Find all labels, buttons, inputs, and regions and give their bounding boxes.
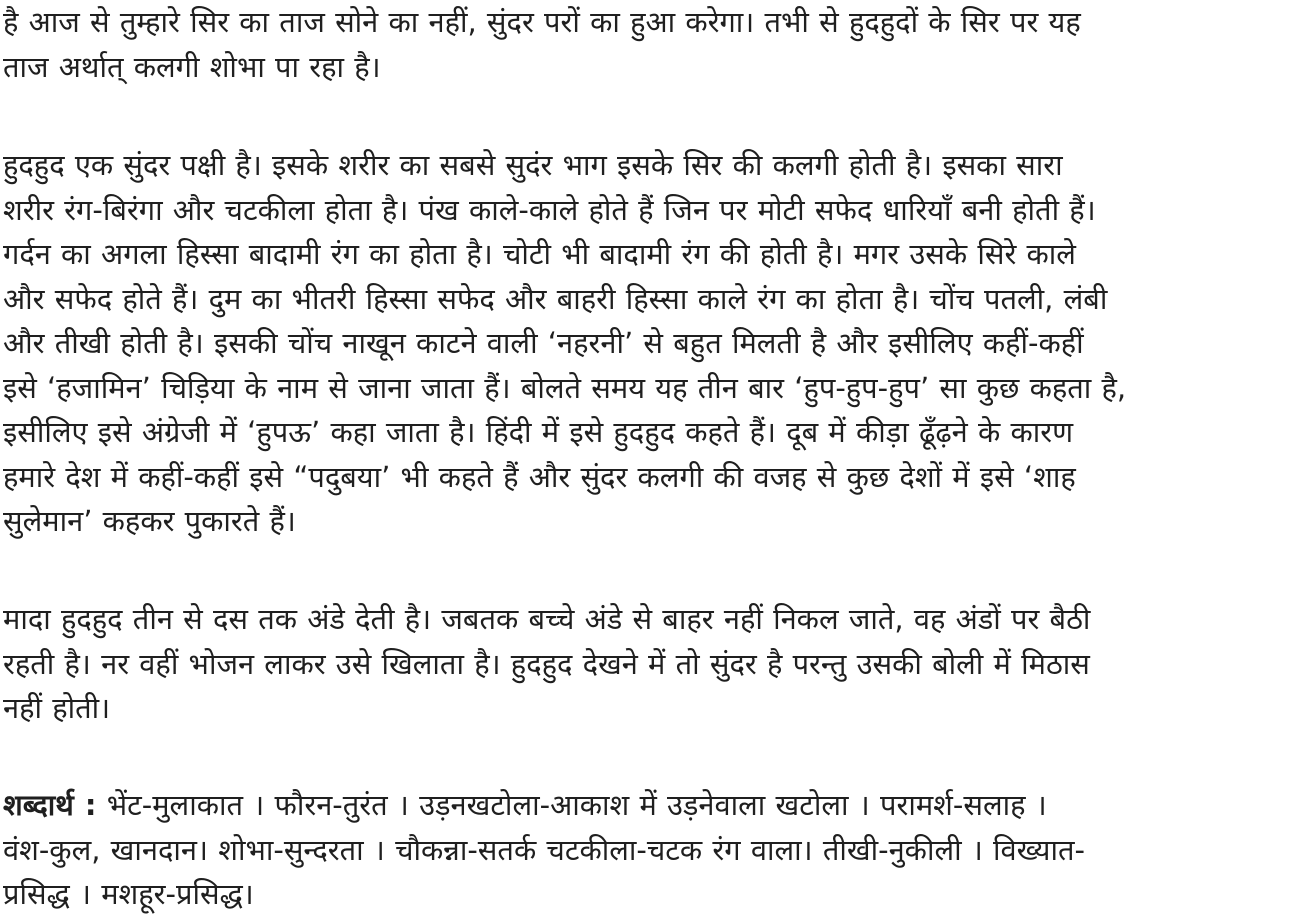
text-line: इसे ‘हजामिन’ चिड़िया के नाम से जाना जाता हैं। बोलते समय यह तीन बार ‘हुप-हुप-हुप’ सा कुछ कहता है, (3, 370, 1127, 405)
glossary-entries: भेंट-मुलाकात । फौरन-तुरंत । उड़नखटोला-आकाश में उड़नेवाला खटोला । परामर्श-सलाह । (96, 788, 1047, 822)
text-line: हमारे देश में कहीं-कहीं इसे “पदुबया’ भी कहते हैं और सुंदर कलगी की वजह से कुछ देशों में इसे ‘शाह (3, 459, 1076, 494)
text-line: मादा हुदहुद तीन से दस तक अंडे देती है। जबतक बच्चे अंडे से बाहर नहीं निकल जाते, वह अंडों पर बैठी (3, 602, 1091, 636)
glossary-line: वंश-कुल, खानदान। शोभा-सुन्दरता । चौकन्ना-सतर्क चटकीला-चटक रंग वाला। तीखी-नुकीली । विख्यात- (3, 832, 1085, 867)
text-line: हुदहुद एक सुंदर पक्षी है। इसके शरीर का सबसे सुदंर भाग इसके सिर की कलगी होती है। इसका सारा (3, 148, 1063, 182)
text-line: ताज अर्थात् कलगी शोभा पा रहा है। (3, 49, 381, 84)
text-line: है आज से तुम्हारे सिर का ताज सोने का नहीं, सुंदर परों का हुआ करेगा। तभी से हुदहुदों के सिर पर यह (3, 5, 1081, 39)
text-line: इसीलिए इसे अंग्रेजी में ‘हुपऊ’ कहा जाता है। हिंदी में इसे हुदहुद कहते हैं। दूब में कीड़ा ढूँढ़ने के कारण (3, 415, 1074, 449)
text-line: और तीखी होती है। इसकी चोंच नाखून काटने वाली ‘नहरनी’ से बहुत मिलती है और इसीलिए कहीं-कहीं (3, 326, 1084, 360)
text-line: और सफेद होते हैं। दुम का भीतरी हिस्सा सफेद और बाहरी हिस्सा काले रंग का होता है। चोंच पतली, लंबी (3, 281, 1108, 316)
text-line: नहीं होती। (3, 691, 111, 725)
glossary-line: प्रसिद्ध । मशहूर-प्रसिद्ध। (3, 877, 254, 911)
glossary-section (3, 783, 1289, 917)
paragraph-crest-origin (3, 0, 1289, 89)
glossary-line (3, 783, 1289, 828)
paragraph-hoopoe-description (3, 143, 1289, 544)
text-line: गर्दन का अगला हिस्सा बादामी रंग का होता है। चोटी भी बादामी रंग की होती है। मगर उसके सिरे काले (3, 237, 1076, 271)
text-line: शरीर रंग-बिरंगा और चटकीला होता है। पंख काले-काले होते हैं जिन पर मोटी सफेद धारियाँ बनी होती हैं। (3, 192, 1096, 227)
paragraph-breeding (3, 597, 1289, 731)
glossary-heading: शब्दार्थ : (3, 788, 97, 822)
text-line: सुलेमान’ कहकर पुकारते हैं। (3, 504, 296, 538)
text-line: रहती है। नर वहीं भोजन लाकर उसे खिलाता है। हुदहुद देखने में तो सुंदर है परन्तु उसकी बोली में मिठास (3, 646, 1090, 681)
